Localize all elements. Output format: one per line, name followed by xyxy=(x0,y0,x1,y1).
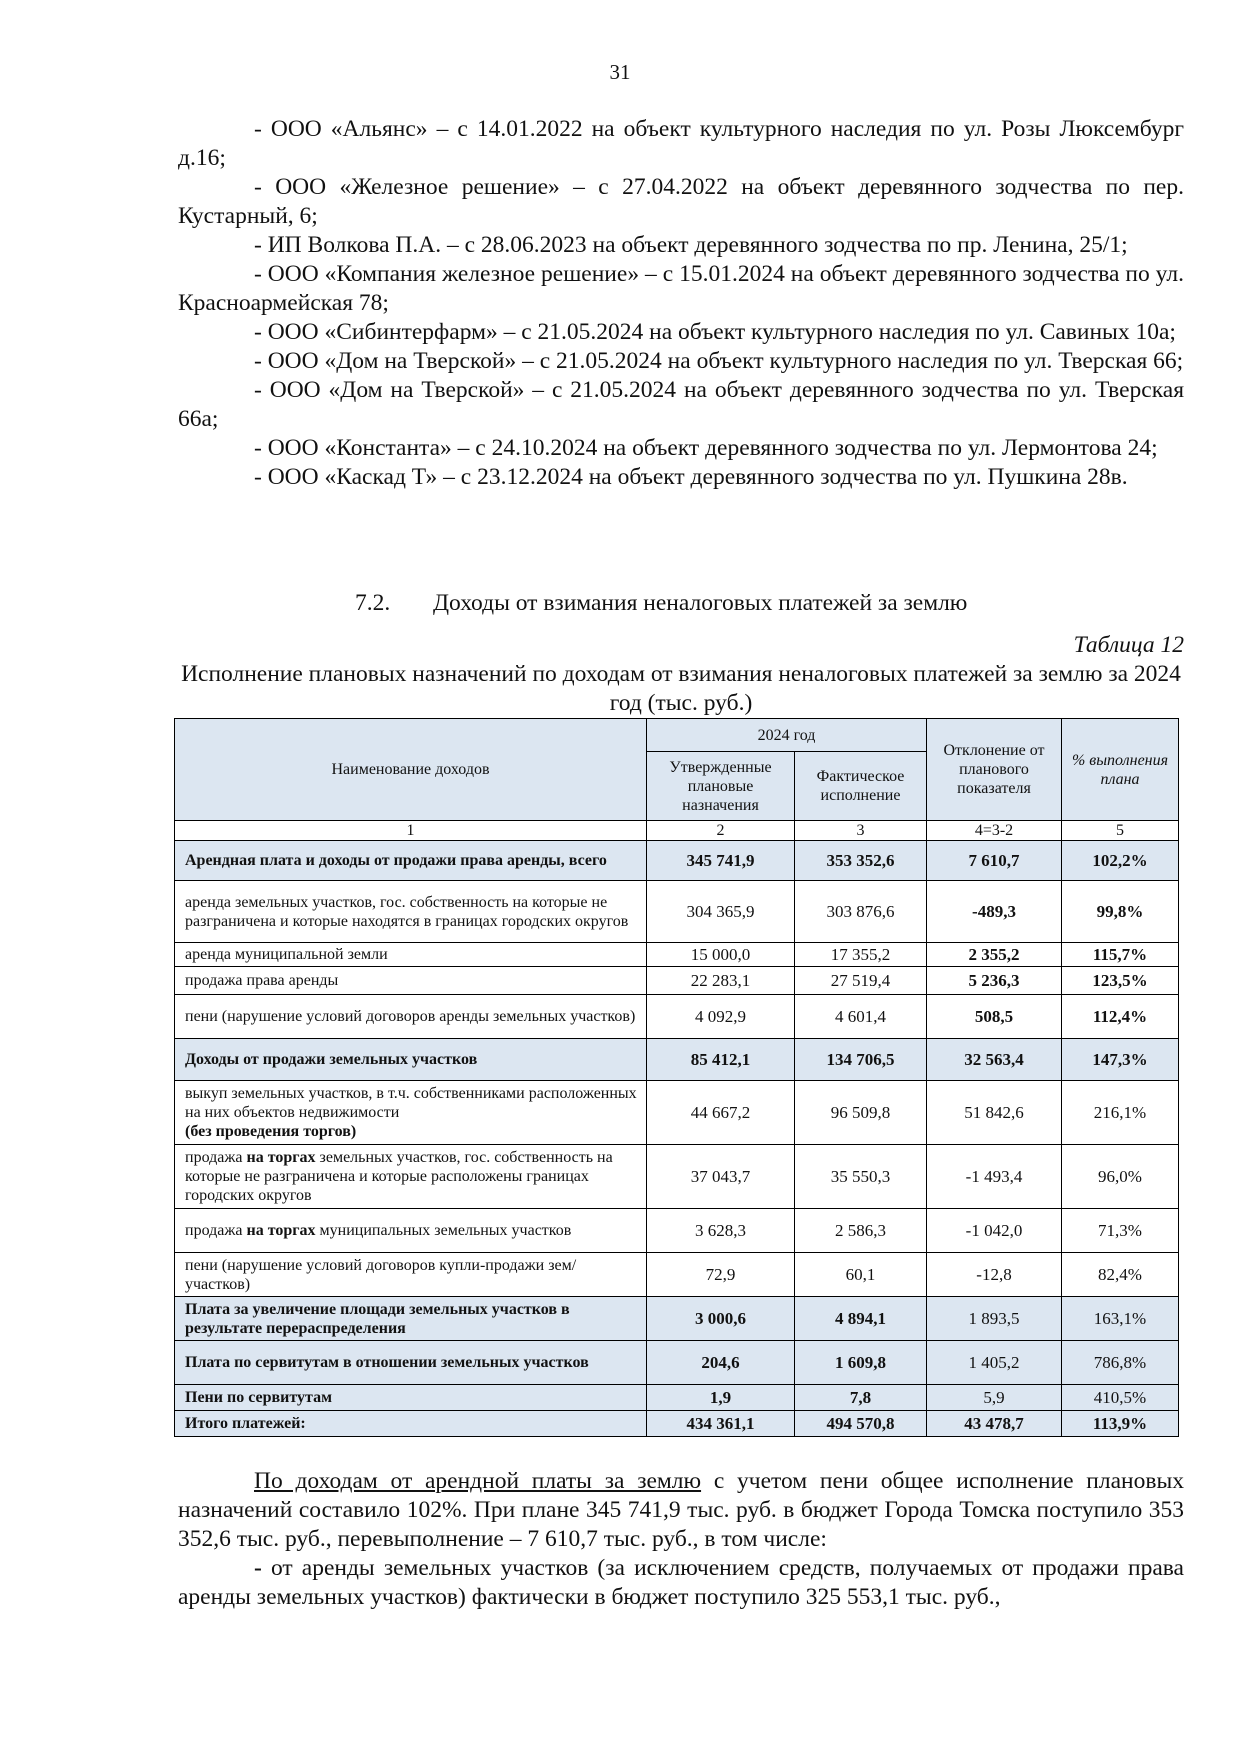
column-numbers-row xyxy=(175,821,1179,841)
cell-actual: 2 586,3 xyxy=(795,1209,927,1253)
list-item-text: - ООО «Железное решение» – с 27.04.2022 на объект деревянного зодчества по пер. Кустарный, 6; xyxy=(178,174,1184,229)
row-name-text: муниципальных земельных участков xyxy=(315,1222,572,1239)
cell-percent: 112,4% xyxy=(1062,995,1179,1039)
cell-percent: 102,2% xyxy=(1062,841,1179,881)
list-item-text: - ООО «Дом на Тверской» – с 21.05.2024 на объект деревянного зодчества по ул. Тверская 66а; xyxy=(178,377,1184,432)
cell-deviation: 32 563,4 xyxy=(927,1039,1062,1081)
table-row xyxy=(175,1209,1179,1253)
cell-percent: 71,3% xyxy=(1062,1209,1179,1253)
table-row xyxy=(175,1081,1179,1145)
row-name: Арендная плата и доходы от продажи права аренды, всего xyxy=(175,841,647,881)
list-item xyxy=(178,115,1184,173)
cell-planned: 72,9 xyxy=(647,1253,795,1297)
paragraph-text: от аренды земельных участков (за исключением средств, получаемых от продажи права аренды земельных участков) фактически в бюджет поступило 325 553,1 тыс. руб., xyxy=(178,1555,1184,1610)
cell-deviation: 5 236,3 xyxy=(927,967,1062,995)
cell-percent: 147,3% xyxy=(1062,1039,1179,1081)
row-name-text: выкуп земельных участков, в т.ч. собственниками расположенных на них объектов недвижимости xyxy=(185,1085,637,1121)
list-item-text: - ООО «Константа» – с 24.10.2024 на объект деревянного зодчества по ул. Лермонтова 24; xyxy=(254,435,1158,461)
cell-deviation: 1 893,5 xyxy=(927,1297,1062,1341)
cell-deviation: 508,5 xyxy=(927,995,1062,1039)
cell-percent: 786,8% xyxy=(1062,1341,1179,1385)
list-item xyxy=(178,318,1184,347)
cell-deviation: 5,9 xyxy=(927,1385,1062,1411)
cell-actual: 27 519,4 xyxy=(795,967,927,995)
row-name xyxy=(175,1145,647,1209)
cell-actual: 4 894,1 xyxy=(795,1297,927,1341)
list-item xyxy=(178,463,1184,492)
cell-deviation: 7 610,7 xyxy=(927,841,1062,881)
header-deviation: Отклонение от планового показателя xyxy=(927,719,1062,821)
page-number: 31 xyxy=(609,60,631,84)
list-item-text: - ООО «Альянс» – с 14.01.2022 на объект культурного наследия по ул. Розы Люксембург д.16; xyxy=(178,116,1184,171)
list-item-text: - ООО «Каскад Т» – с 23.12.2024 на объект деревянного зодчества по ул. Пушкина 28в. xyxy=(254,464,1128,490)
header-name: Наименование доходов xyxy=(175,719,647,821)
cell-planned: 44 667,2 xyxy=(647,1081,795,1145)
cell-percent: 123,5% xyxy=(1062,967,1179,995)
list-item xyxy=(178,173,1184,231)
column-number: 5 xyxy=(1062,821,1179,841)
cell-percent: 410,5% xyxy=(1062,1385,1179,1411)
header-planned: Утвержденные плановые назначения xyxy=(647,752,795,821)
cell-planned: 434 361,1 xyxy=(647,1411,795,1437)
organizations-list xyxy=(178,115,1184,492)
cell-actual: 96 509,8 xyxy=(795,1081,927,1145)
column-number: 4=3-2 xyxy=(927,821,1062,841)
row-name-emphasis: на торгах xyxy=(246,1149,316,1166)
cell-actual: 134 706,5 xyxy=(795,1039,927,1081)
list-item xyxy=(178,347,1184,376)
cell-percent: 96,0% xyxy=(1062,1145,1179,1209)
paragraph-text: с учетом пени общее исполнение плановых назначений составило 102%. При плане 345 741,9 тыс. руб. в бюджет Города Томска поступило 353 352,6 тыс. руб., перевыполнение – 7 610,7 тыс. руб., в том числе: xyxy=(178,1468,1184,1552)
list-item xyxy=(178,376,1184,434)
row-name: пени (нарушение условий договоров аренды земельных участков) xyxy=(175,995,647,1039)
paragraph xyxy=(178,1554,1184,1612)
cell-actual: 17 355,2 xyxy=(795,943,927,967)
row-name: Плата за увеличение площади земельных участков в результате перераспределения xyxy=(175,1297,647,1341)
cell-planned: 4 092,9 xyxy=(647,995,795,1039)
table-row xyxy=(175,1039,1179,1081)
cell-actual: 1 609,8 xyxy=(795,1341,927,1385)
section-number: 7.2. xyxy=(355,590,391,616)
row-name: продажа права аренды xyxy=(175,967,647,995)
cell-deviation: -12,8 xyxy=(927,1253,1062,1297)
list-item xyxy=(178,260,1184,318)
cell-deviation: 43 478,7 xyxy=(927,1411,1062,1437)
row-name: Плата по сервитутам в отношении земельных участков xyxy=(175,1341,647,1385)
row-name-emphasis: на торгах xyxy=(246,1222,316,1239)
cell-planned: 304 365,9 xyxy=(647,881,795,943)
row-name-emphasis: (без проведения торгов) xyxy=(185,1123,357,1140)
row-name xyxy=(175,1209,647,1253)
cell-actual: 494 570,8 xyxy=(795,1411,927,1437)
cell-actual: 353 352,6 xyxy=(795,841,927,881)
table-row xyxy=(175,1253,1179,1297)
table-row xyxy=(175,1341,1179,1385)
table-row xyxy=(175,841,1179,881)
cell-actual: 35 550,3 xyxy=(795,1145,927,1209)
cell-actual: 7,8 xyxy=(795,1385,927,1411)
cell-percent: 115,7% xyxy=(1062,943,1179,967)
table-row xyxy=(175,1385,1179,1411)
cell-deviation: -489,3 xyxy=(927,881,1062,943)
row-name xyxy=(175,1081,647,1145)
list-item xyxy=(178,231,1184,260)
body-text xyxy=(178,1467,1184,1612)
list-item-text: - ООО «Компания железное решение» – с 15.01.2024 на объект деревянного зодчества по ул. Красноармейская 78; xyxy=(178,261,1184,316)
cell-deviation: 2 355,2 xyxy=(927,943,1062,967)
cell-planned: 85 412,1 xyxy=(647,1039,795,1081)
cell-percent: 163,1% xyxy=(1062,1297,1179,1341)
cell-planned: 37 043,7 xyxy=(647,1145,795,1209)
row-name-text: земельных участков, гос. собственность на которые не разграничена и которые расположены границах городских округов xyxy=(185,1149,613,1204)
list-item xyxy=(178,434,1184,463)
total-row xyxy=(175,1411,1179,1437)
row-name: аренда земельных участков, гос. собственность на которые не разграничена и которые находятся в границах городских округов xyxy=(175,881,647,943)
paragraph-dash: - xyxy=(254,1555,262,1581)
cell-actual: 60,1 xyxy=(795,1253,927,1297)
list-item-text: - ООО «Сибинтерфарм» – с 21.05.2024 на объект культурного наследия по ул. Савиных 10а; xyxy=(254,319,1176,345)
header-actual: Фактическое исполнение xyxy=(795,752,927,821)
row-name: Итого платежей: xyxy=(175,1411,647,1437)
cell-planned: 15 000,0 xyxy=(647,943,795,967)
row-name: пени (нарушение условий договоров купли-продажи зем/участков) xyxy=(175,1253,647,1297)
cell-planned: 3 000,6 xyxy=(647,1297,795,1341)
row-name: Пени по сервитутам xyxy=(175,1385,647,1411)
cell-planned: 204,6 xyxy=(647,1341,795,1385)
table-row xyxy=(175,1297,1179,1341)
cell-planned: 22 283,1 xyxy=(647,967,795,995)
table-caption: Исполнение плановых назначений по доходам от взимания неналоговых платежей за землю за 2024 год (тыс. руб.) xyxy=(181,661,1181,716)
cell-planned: 3 628,3 xyxy=(647,1209,795,1253)
row-name-text: продажа xyxy=(185,1149,247,1166)
table-row xyxy=(175,943,1179,967)
cell-planned: 345 741,9 xyxy=(647,841,795,881)
cell-planned: 1,9 xyxy=(647,1385,795,1411)
cell-percent: 82,4% xyxy=(1062,1253,1179,1297)
table-header-row xyxy=(175,719,1179,752)
cell-actual: 4 601,4 xyxy=(795,995,927,1039)
table-row xyxy=(175,1145,1179,1209)
cell-deviation: -1 493,4 xyxy=(927,1145,1062,1209)
row-name: Доходы от продажи земельных участков xyxy=(175,1039,647,1081)
row-name: аренда муниципальной земли xyxy=(175,943,647,967)
column-number: 1 xyxy=(175,821,647,841)
list-item-text: - ООО «Дом на Тверской» – с 21.05.2024 на объект культурного наследия по ул. Тверская 66; xyxy=(254,348,1184,374)
row-name-text: продажа xyxy=(185,1222,247,1239)
table-row xyxy=(175,881,1179,943)
cell-deviation: 51 842,6 xyxy=(927,1081,1062,1145)
table-row xyxy=(175,995,1179,1039)
table-row xyxy=(175,967,1179,995)
paragraph xyxy=(178,1467,1184,1554)
section-heading xyxy=(355,590,967,617)
column-number: 3 xyxy=(795,821,927,841)
paragraph-underlined: По доходам от арендной платы за землю xyxy=(254,1468,702,1494)
income-table xyxy=(174,718,1179,1437)
header-year: 2024 год xyxy=(647,719,927,752)
list-item-text: - ИП Волкова П.А. – с 28.06.2023 на объект деревянного зодчества по пр. Ленина, 25/1; xyxy=(254,232,1128,258)
cell-deviation: -1 042,0 xyxy=(927,1209,1062,1253)
cell-percent: 99,8% xyxy=(1062,881,1179,943)
column-number: 2 xyxy=(647,821,795,841)
cell-percent: 216,1% xyxy=(1062,1081,1179,1145)
cell-deviation: 1 405,2 xyxy=(927,1341,1062,1385)
cell-actual: 303 876,6 xyxy=(795,881,927,943)
section-title: Доходы от взимания неналоговых платежей за землю xyxy=(433,590,968,616)
header-percent: % выполнения плана xyxy=(1062,719,1179,821)
cell-percent: 113,9% xyxy=(1062,1411,1179,1437)
table-number: Таблица 12 xyxy=(1073,632,1184,658)
